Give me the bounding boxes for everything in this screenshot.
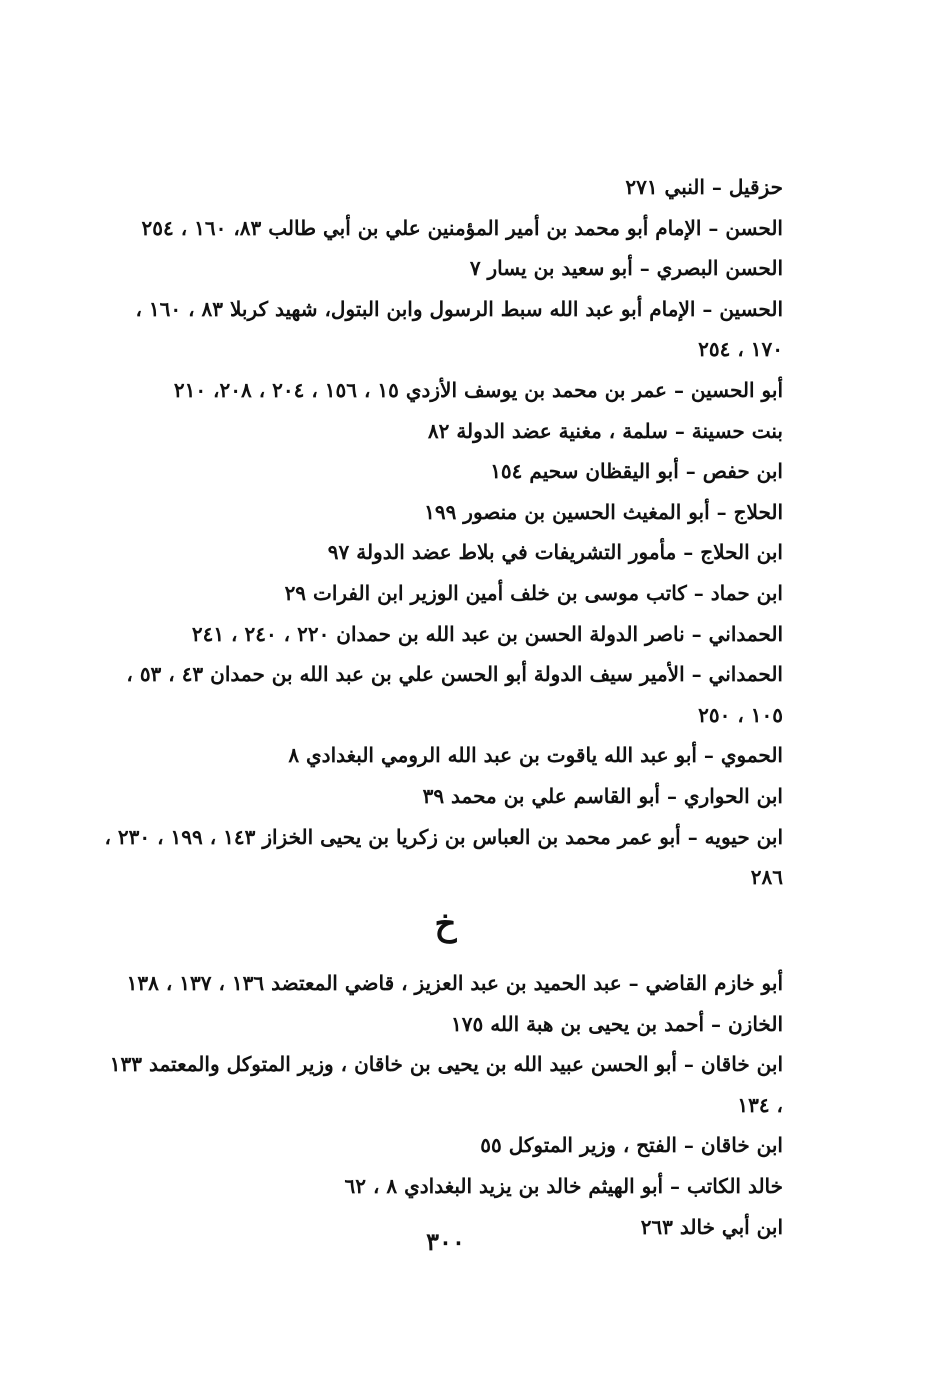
- index-entry: أبو خازم القاضي – عبد الحميد بن عبد العزيز ، قاضي المعتضد ١٣٦ ، ١٣٧ ، ١٣٨: [126, 971, 783, 995]
- index-entry: ابن خاقان – أبو الحسن عبيد الله بن يحيى بن خاقان ، وزير المتوكل والمعتمد ١٣٣ ، ١٣٤: [109, 1052, 783, 1117]
- index-entry: حزقيل – النبي ٢٧١: [625, 175, 783, 199]
- index-entry: الحموي – أبو عبد الله ياقوت بن عبد الله الرومي البغدادي ٨: [288, 743, 783, 768]
- index-section-kha: [103, 963, 783, 1247]
- index-entry: الحسن – الإمام أبو محمد بن أمير المؤمنين علي بن أبي طالب ٨٣، ١٦٠ ، ٢٥٤: [141, 215, 783, 240]
- index-entry: ابن خاقان – الفتح ، وزير المتوكل ٥٥: [480, 1133, 783, 1158]
- index-entry: الخازن – أحمد بن يحيى بن هبة الله ١٧٥: [451, 1011, 783, 1036]
- page-number: ٣٠٠: [426, 1227, 465, 1256]
- index-entry: الحسين – الإمام أبو عبد الله سبط الرسول وابن البتول، شهيد كربلا ٨٣ ، ١٦٠ ، ١٧٠ ، ٢٥٤: [135, 296, 783, 362]
- index-entry: خالد الكاتب – أبو الهيثم خالد بن يزيد البغدادي ٨ ، ٦٢: [344, 1173, 783, 1198]
- section-letter-heading: خ: [434, 904, 457, 944]
- index-entry: الحمداني – الأمير سيف الدولة أبو الحسن علي بن عبد الله بن حمدان ٤٣ ، ٥٣ ، ١٠٥ ، ٢٥٠: [126, 662, 783, 727]
- index-entry: ابن الحواري – أبو القاسم علي بن محمد ٣٩: [422, 783, 783, 808]
- index-entry: ابن الحلاج – مأمور التشريفات في بلاط عضد الدولة ٩٧: [327, 540, 783, 565]
- index-section-ha: [103, 167, 783, 898]
- index-entry: الحمداني – ناصر الدولة الحسن بن عبد الله بن حمدان ٢٢٠ ، ٢٤٠ ، ٢٤١: [191, 621, 783, 646]
- index-entry: ابن حيويه – أبو عمر محمد بن العباس بن زكريا بن يحيى الخزاز ١٤٣ ، ١٩٩ ، ٢٣٠ ، ٢٨٦: [104, 824, 783, 890]
- index-entry: ابن حفص – أبو اليقظان سحيم ١٥٤: [490, 459, 783, 484]
- index-entry: الحلاج – أبو المغيث الحسين بن منصور ١٩٩: [424, 499, 783, 524]
- index-entry: الحسن البصري – أبو سعيد بن يسار ٧: [469, 256, 783, 281]
- index-entry: ابن أبي خالد ٢٦٣: [640, 1214, 783, 1239]
- index-entry: بنت حسينة – سلمة ، مغنية عضد الدولة ٨٢: [427, 418, 783, 443]
- index-entry: ابن حماد – كاتب موسى بن خلف أمين الوزير ابن الفرات ٢٩: [284, 580, 783, 605]
- index-entry: أبو الحسين – عمر بن محمد بن يوسف الأزدي ١٥ ، ١٥٦ ، ٢٠٤ ، ٢٠٨، ٢١٠: [173, 377, 783, 402]
